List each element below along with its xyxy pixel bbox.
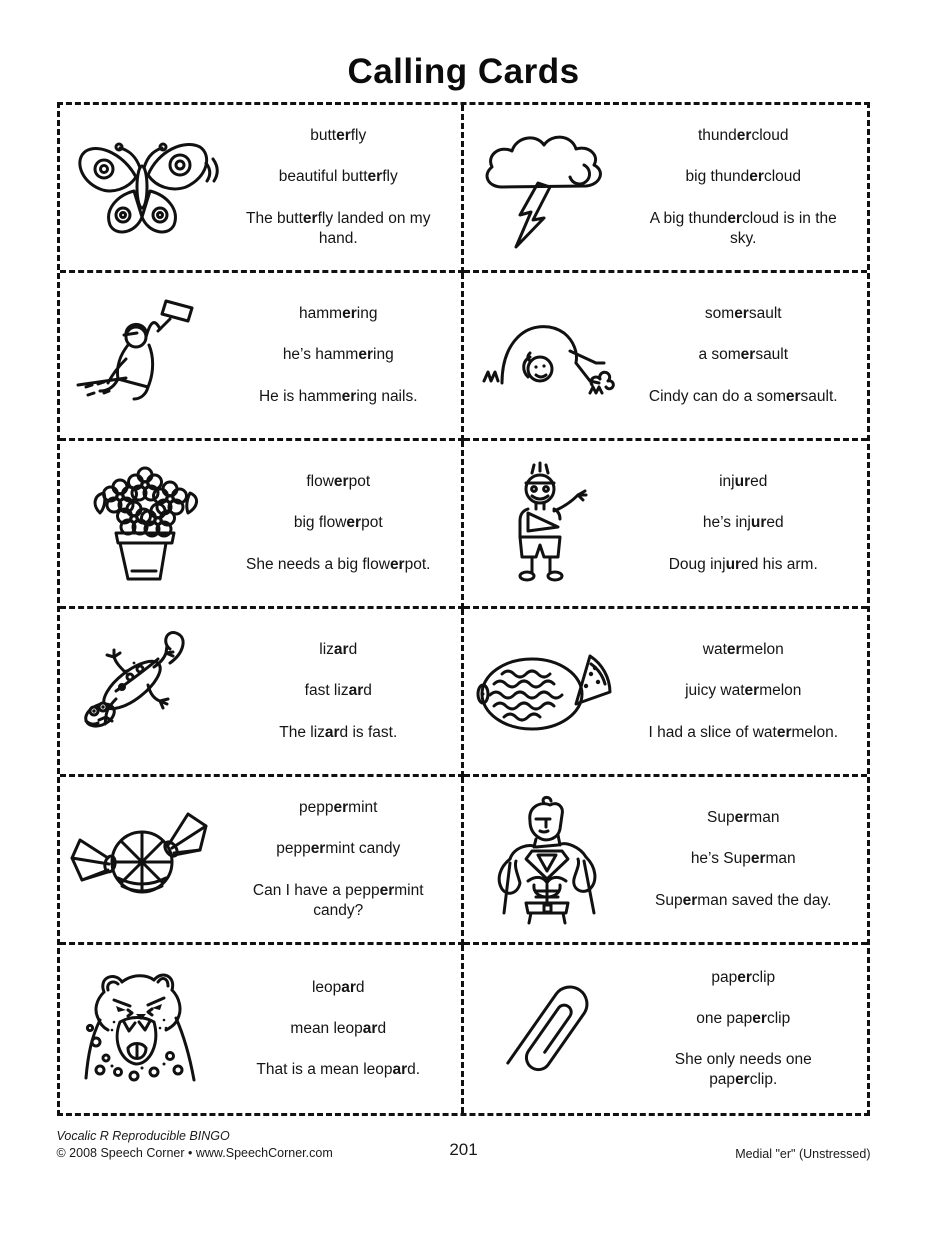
footer-credits: [57, 1128, 333, 1162]
hammering-illustration: [66, 278, 224, 434]
card-word: peppermint: [299, 799, 378, 817]
page-title: Calling Cards: [347, 52, 580, 91]
card-butterfly: [60, 105, 464, 273]
card-sentence: A big thundercloud is in the sky.: [649, 209, 837, 247]
card-word: hammering: [299, 305, 378, 323]
card-word: watermelon: [702, 641, 784, 659]
watermelon-illustration: [470, 614, 628, 770]
card-hammering: [60, 273, 464, 441]
card-sentence: I had a slice of watermelon.: [648, 723, 839, 741]
card-word: leopard: [311, 978, 365, 996]
card-peppermint: [60, 777, 464, 945]
card-phrase: he’s injured: [702, 514, 784, 532]
footer-series-title: Vocalic R Reproducible BINGO: [56, 1129, 230, 1143]
card-sentence: Superman saved the day.: [655, 891, 832, 909]
card-phrase: one paperclip: [696, 1009, 791, 1027]
card-sentence: She only needs one paperclip.: [674, 1051, 812, 1089]
card-sentence: That is a mean leopard.: [256, 1061, 421, 1079]
card-watermelon: [464, 609, 868, 777]
card-sentence: Doug injured his arm.: [668, 555, 818, 573]
card-sentence: Can I have a peppermint candy?: [252, 881, 424, 919]
card-phrase: a somersault: [698, 346, 789, 364]
card-phrase: juicy watermelon: [685, 682, 802, 700]
card-sentence: He is hammering nails.: [258, 387, 418, 405]
card-phrase: mean leopard: [290, 1019, 387, 1037]
card-word: injured: [719, 473, 768, 491]
card-word: flowerpot: [306, 473, 371, 491]
page-number: 201: [449, 1139, 478, 1159]
card-phrase: big flowerpot: [293, 514, 383, 532]
footer-copyright: © 2008 Speech Corner • www.SpeechCorner.com: [56, 1145, 333, 1160]
injured-boy-illustration: [470, 446, 628, 602]
card-sentence: Cindy can do a somersault.: [648, 387, 838, 405]
paperclip-illustration: [470, 951, 628, 1107]
card-word: somersault: [704, 305, 782, 323]
card-word: lizard: [319, 641, 358, 659]
somersault-illustration: [470, 278, 628, 434]
leopard-illustration: [66, 951, 224, 1107]
card-phrase: he’s hammering: [282, 346, 394, 364]
card-paperclip: [464, 945, 868, 1113]
peppermint-candy-illustration: [66, 782, 224, 938]
card-word: butterfly: [310, 127, 367, 145]
card-sentence: She needs a big flowerpot.: [246, 555, 431, 573]
lizard-illustration: [66, 614, 224, 770]
card-sentence: The butterfly landed on my hand.: [246, 209, 431, 247]
card-phrase: peppermint candy: [276, 840, 401, 858]
card-injured: [464, 441, 868, 609]
card-phrase: beautiful butterfly: [278, 168, 398, 186]
card-phrase: fast lizard: [304, 682, 372, 700]
card-superman: [464, 777, 868, 945]
card-phrase: big thundercloud: [685, 168, 801, 186]
card-somersault: [464, 273, 868, 441]
card-word: Superman: [707, 809, 780, 827]
card-thundercloud: [464, 105, 868, 273]
card-phrase: he’s Superman: [690, 850, 796, 868]
card-word: thundercloud: [697, 127, 789, 145]
card-leopard: [60, 945, 464, 1113]
page-footer: [57, 1128, 871, 1162]
footer-target-sound: Medial "er" (Unstressed): [735, 1146, 871, 1161]
butterfly-illustration: [66, 110, 224, 266]
flowerpot-illustration: [66, 446, 224, 602]
thundercloud-illustration: [470, 110, 628, 266]
card-flowerpot: [60, 441, 464, 609]
calling-cards-grid: [57, 102, 870, 1116]
card-lizard: [60, 609, 464, 777]
superman-illustration: [470, 782, 628, 938]
card-word: paperclip: [711, 968, 776, 986]
card-sentence: The lizard is fast.: [279, 723, 398, 741]
